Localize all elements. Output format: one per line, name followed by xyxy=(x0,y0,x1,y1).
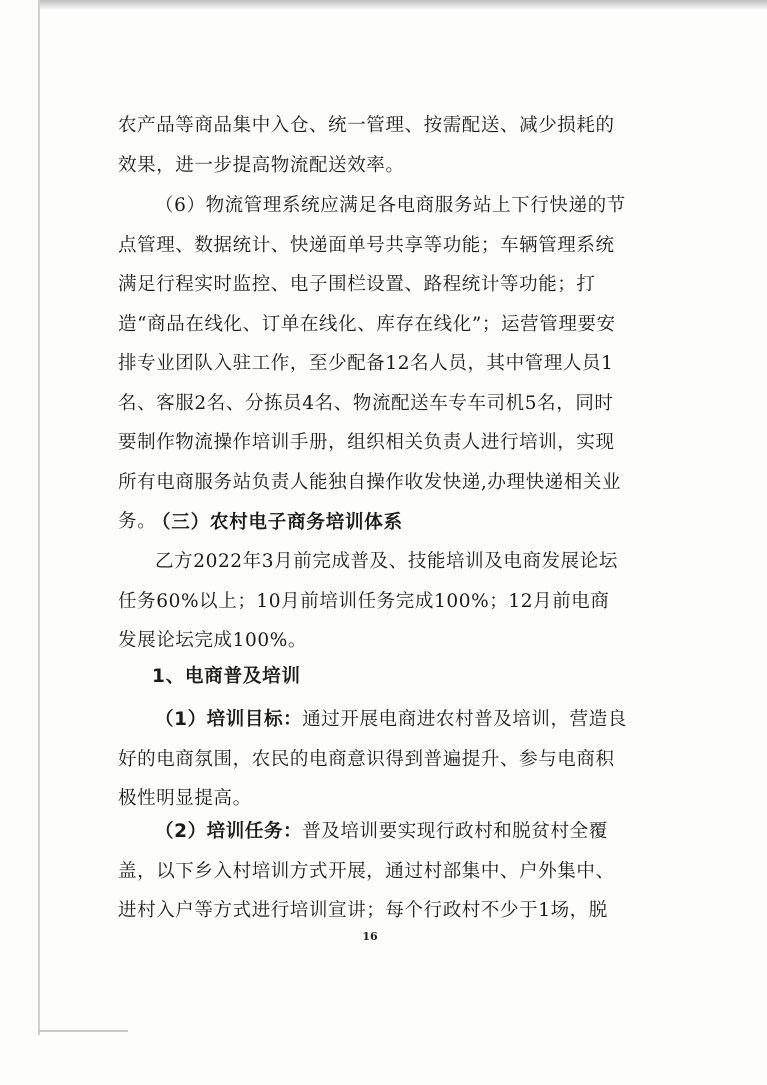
training-goal-label: （1）培训目标： xyxy=(155,709,303,730)
subheading-ecommerce-popularization: 1、电商普及培训 xyxy=(152,666,301,687)
page-number: 16 xyxy=(362,930,378,943)
training-task-label: （2）培训任务： xyxy=(155,821,303,842)
paragraph-training-task xyxy=(118,812,628,931)
section-heading-training-system: （三）农村电子商务培训体系 xyxy=(152,512,403,533)
paragraph-logistics-system: （6）物流管理系统应满足各电商服务站上下行快递的节点管理、数据统计、快递面单号共享等功能；车辆管理系统满足行程实时监控、电子围栏设置、路程统计等功能；打造“商品在线化、订单在线化、库存在线化”；运营管理要安排专业团队入驻工作，至少配备12名人员，其中管理人员1名、客服2名、分拣员4名、物流配送车专车司机5名，同时要制作物流操作培训手册，组织相关负责人进行培训，实现所有电商服务站负责人能独自操作收发快递,办理快递相关业务。 xyxy=(118,195,626,532)
training-goal-text: 通过开展电商进农村普及培训，营造良好的电商氛围，农民的电商意识得到普遍提升、参与电商积极性明显提高。 xyxy=(118,709,627,809)
paragraph-training-goal xyxy=(118,700,628,819)
scan-edge-left xyxy=(38,0,40,1035)
paragraph-warehousing-effect: 农产品等商品集中入仓、统一管理、按需配送、减少损耗的效果，进一步提高物流配送效率。 xyxy=(118,115,615,176)
training-task-text: 普及培训要实现行政村和脱贫村全覆盖，以下乡入村培训方式开展，通过村部集中、户外集中、进村入户等方式进行培训宣讲；每个行政村不少于1场，脱 xyxy=(118,821,615,921)
scan-edge-bottom xyxy=(38,1030,128,1032)
paragraph-training-schedule: 乙方2022年3月前完成普及、技能培训及电商发展论坛任务60%以上；10月前培训任务完成100%；12月前电商发展论坛完成100%。 xyxy=(118,551,618,651)
scan-edge-top xyxy=(40,0,767,10)
